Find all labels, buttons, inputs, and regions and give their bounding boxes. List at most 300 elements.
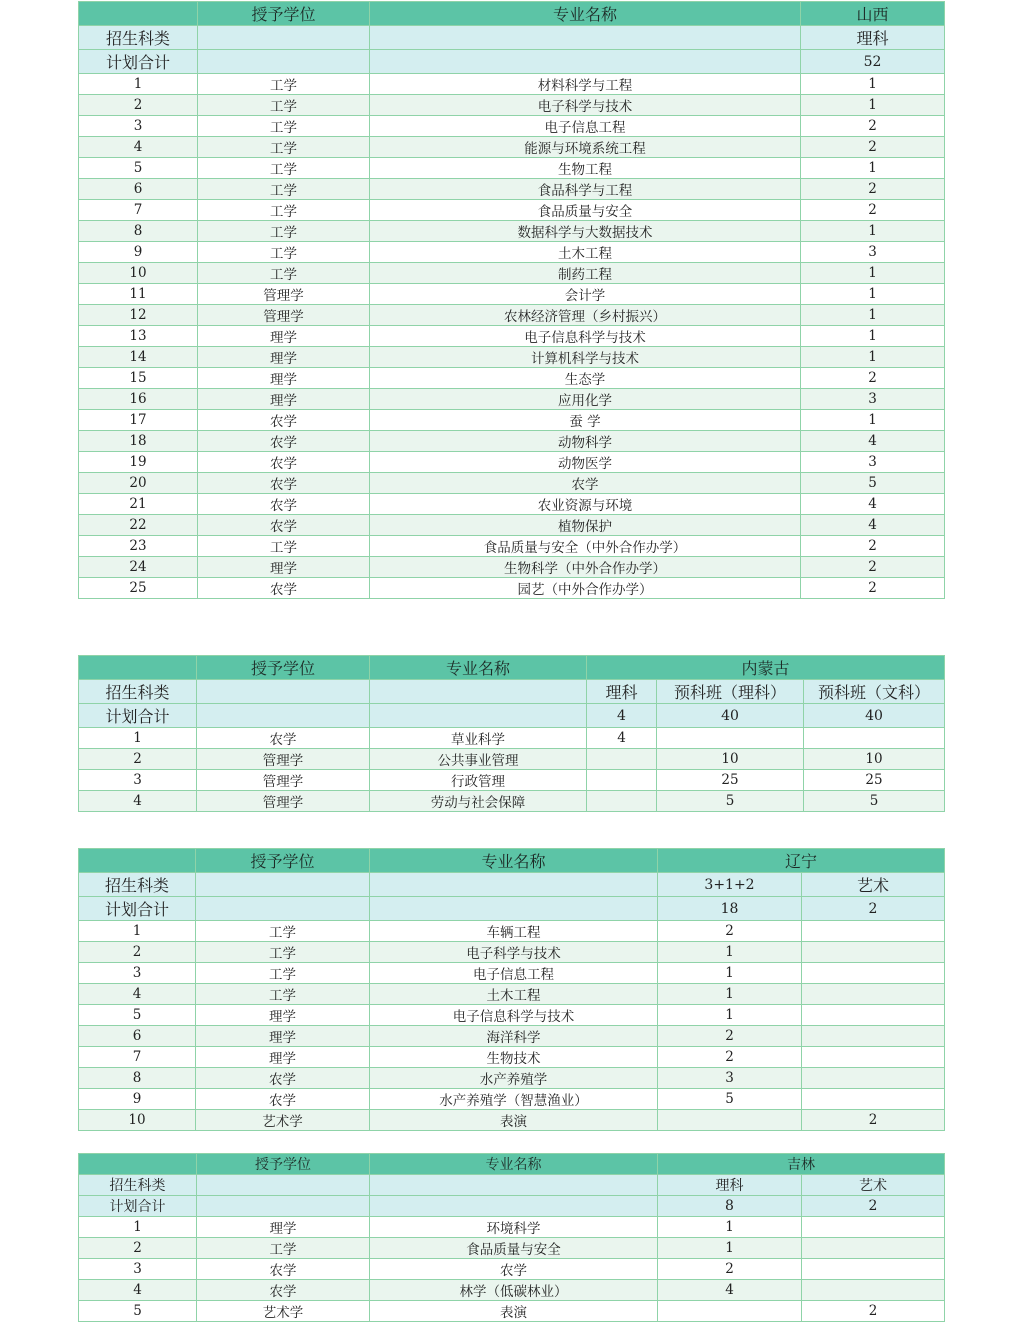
header-row bbox=[79, 849, 945, 873]
table-row bbox=[79, 770, 945, 791]
quota-cell: 1 bbox=[801, 74, 945, 95]
quota-cell bbox=[658, 1110, 802, 1131]
degree-cell: 工学 bbox=[196, 963, 370, 984]
row-number: 1 bbox=[79, 728, 197, 749]
table-row bbox=[79, 242, 945, 263]
table-row bbox=[79, 1068, 945, 1089]
quota-cell bbox=[802, 963, 945, 984]
row-number: 4 bbox=[79, 984, 196, 1005]
degree-cell: 农学 bbox=[198, 410, 370, 431]
row-number: 18 bbox=[79, 431, 198, 452]
major-cell: 会计学 bbox=[370, 284, 801, 305]
quota-cell: 1 bbox=[658, 984, 802, 1005]
degree-cell: 农学 bbox=[198, 515, 370, 536]
degree-cell: 工学 bbox=[198, 116, 370, 137]
quota-cell: 25 bbox=[804, 770, 945, 791]
row-number: 6 bbox=[79, 1026, 196, 1047]
table-row bbox=[79, 116, 945, 137]
row-number: 7 bbox=[79, 200, 198, 221]
total-row bbox=[79, 897, 945, 921]
category-cell: 理科 bbox=[658, 1175, 802, 1196]
row-number: 23 bbox=[79, 536, 198, 557]
quota-cell: 5 bbox=[657, 791, 804, 812]
quota-cell: 25 bbox=[657, 770, 804, 791]
row-number: 19 bbox=[79, 452, 198, 473]
category-row bbox=[79, 1175, 945, 1196]
quota-cell: 2 bbox=[801, 536, 945, 557]
row-number: 9 bbox=[79, 242, 198, 263]
major-cell: 农学 bbox=[370, 1259, 658, 1280]
degree-cell: 理学 bbox=[196, 1026, 370, 1047]
quota-cell: 3 bbox=[801, 452, 945, 473]
major-cell: 生物技术 bbox=[370, 1047, 658, 1068]
province-header: 内蒙古 bbox=[587, 656, 945, 680]
corner-cell bbox=[79, 849, 196, 873]
table-row bbox=[79, 74, 945, 95]
quota-cell: 5 bbox=[658, 1089, 802, 1110]
quota-cell: 2 bbox=[658, 921, 802, 942]
row-number: 10 bbox=[79, 1110, 196, 1131]
table-row bbox=[79, 791, 945, 812]
degree-cell: 理学 bbox=[198, 557, 370, 578]
table-row bbox=[79, 158, 945, 179]
table-row bbox=[79, 1005, 945, 1026]
row-number: 2 bbox=[79, 749, 197, 770]
quota-cell: 1 bbox=[801, 326, 945, 347]
table-row bbox=[79, 473, 945, 494]
table-row bbox=[79, 452, 945, 473]
degree-cell: 理学 bbox=[198, 389, 370, 410]
quota-cell bbox=[802, 1026, 945, 1047]
major-cell: 环境科学 bbox=[370, 1217, 658, 1238]
province-header: 山西 bbox=[801, 2, 945, 26]
total-cell: 4 bbox=[587, 704, 657, 728]
total-row bbox=[79, 1196, 945, 1217]
table-row bbox=[79, 921, 945, 942]
corner-cell bbox=[79, 2, 198, 26]
total-label: 计划合计 bbox=[79, 897, 196, 921]
category-cell: 理科 bbox=[587, 680, 657, 704]
row-number: 13 bbox=[79, 326, 198, 347]
degree-cell: 艺术学 bbox=[196, 1110, 370, 1131]
degree-cell: 农学 bbox=[198, 452, 370, 473]
table-row bbox=[79, 1280, 945, 1301]
major-cell: 动物科学 bbox=[370, 431, 801, 452]
quota-cell: 2 bbox=[801, 368, 945, 389]
row-number: 5 bbox=[79, 1005, 196, 1026]
table-row bbox=[79, 984, 945, 1005]
quota-cell bbox=[657, 728, 804, 749]
major-cell: 行政管理 bbox=[370, 770, 587, 791]
quota-cell: 2 bbox=[658, 1047, 802, 1068]
degree-cell: 工学 bbox=[198, 179, 370, 200]
category-cell: 艺术 bbox=[802, 1175, 945, 1196]
quota-cell bbox=[587, 749, 657, 770]
category-label: 招生科类 bbox=[79, 873, 196, 897]
quota-cell bbox=[802, 1280, 945, 1301]
degree-cell: 理学 bbox=[196, 1005, 370, 1026]
degree-cell: 工学 bbox=[196, 942, 370, 963]
table-row bbox=[79, 410, 945, 431]
degree-cell: 管理学 bbox=[198, 305, 370, 326]
degree-cell: 管理学 bbox=[198, 284, 370, 305]
table-row bbox=[79, 305, 945, 326]
major-cell: 表演 bbox=[370, 1110, 658, 1131]
quota-cell bbox=[802, 1005, 945, 1026]
province-header: 辽宁 bbox=[658, 849, 945, 873]
quota-cell: 4 bbox=[658, 1280, 802, 1301]
major-cell: 电子信息工程 bbox=[370, 116, 801, 137]
total-row bbox=[79, 50, 945, 74]
category-row bbox=[79, 873, 945, 897]
quota-cell: 1 bbox=[801, 284, 945, 305]
major-cell: 食品质量与安全 bbox=[370, 1238, 658, 1259]
table-body bbox=[79, 849, 945, 1131]
degree-cell: 理学 bbox=[196, 1047, 370, 1068]
degree-cell: 工学 bbox=[198, 158, 370, 179]
quota-cell: 1 bbox=[658, 963, 802, 984]
row-number: 8 bbox=[79, 1068, 196, 1089]
table-row bbox=[79, 137, 945, 158]
row-number: 17 bbox=[79, 410, 198, 431]
category-row bbox=[79, 680, 945, 704]
total-label: 计划合计 bbox=[79, 704, 197, 728]
quota-cell bbox=[658, 1301, 802, 1322]
table-row bbox=[79, 200, 945, 221]
total-cell: 18 bbox=[658, 897, 802, 921]
total-label: 计划合计 bbox=[79, 50, 198, 74]
row-number: 9 bbox=[79, 1089, 196, 1110]
enrollment-table-shanxi bbox=[78, 1, 945, 599]
row-number: 24 bbox=[79, 557, 198, 578]
row-number: 6 bbox=[79, 179, 198, 200]
row-number: 21 bbox=[79, 494, 198, 515]
major-header: 专业名称 bbox=[370, 1154, 658, 1175]
degree-cell: 工学 bbox=[198, 221, 370, 242]
degree-header: 授予学位 bbox=[196, 849, 370, 873]
quota-cell: 2 bbox=[802, 1301, 945, 1322]
quota-cell bbox=[587, 791, 657, 812]
row-number: 2 bbox=[79, 1238, 197, 1259]
enrollment-table-inner-mongolia bbox=[78, 655, 945, 812]
quota-cell: 2 bbox=[658, 1259, 802, 1280]
degree-cell: 农学 bbox=[196, 1089, 370, 1110]
degree-cell: 理学 bbox=[198, 368, 370, 389]
row-number: 12 bbox=[79, 305, 198, 326]
degree-cell: 工学 bbox=[198, 200, 370, 221]
row-number: 7 bbox=[79, 1047, 196, 1068]
total-row bbox=[79, 704, 945, 728]
major-cell: 电子信息科学与技术 bbox=[370, 1005, 658, 1026]
quota-cell: 1 bbox=[801, 410, 945, 431]
major-cell: 海洋科学 bbox=[370, 1026, 658, 1047]
total-cell: 52 bbox=[801, 50, 945, 74]
row-number: 4 bbox=[79, 791, 197, 812]
table-row bbox=[79, 221, 945, 242]
row-number: 2 bbox=[79, 942, 196, 963]
degree-cell: 农学 bbox=[198, 473, 370, 494]
quota-cell: 2 bbox=[658, 1026, 802, 1047]
major-cell: 能源与环境系统工程 bbox=[370, 137, 801, 158]
degree-cell: 管理学 bbox=[197, 791, 370, 812]
table-row bbox=[79, 1259, 945, 1280]
row-number: 3 bbox=[79, 963, 196, 984]
table-row bbox=[79, 578, 945, 599]
row-number: 16 bbox=[79, 389, 198, 410]
quota-cell: 3 bbox=[801, 389, 945, 410]
major-cell: 草业科学 bbox=[370, 728, 587, 749]
degree-cell: 农学 bbox=[197, 728, 370, 749]
major-cell: 农学 bbox=[370, 473, 801, 494]
quota-cell: 4 bbox=[801, 515, 945, 536]
row-number: 3 bbox=[79, 770, 197, 791]
major-cell: 表演 bbox=[370, 1301, 658, 1322]
quota-cell: 1 bbox=[658, 942, 802, 963]
quota-cell: 1 bbox=[801, 263, 945, 284]
row-number: 5 bbox=[79, 158, 198, 179]
degree-cell: 工学 bbox=[198, 95, 370, 116]
degree-cell: 农学 bbox=[198, 431, 370, 452]
table-row bbox=[79, 284, 945, 305]
major-header: 专业名称 bbox=[370, 656, 587, 680]
table-row bbox=[79, 749, 945, 770]
category-cell: 3+1+2 bbox=[658, 873, 802, 897]
enrollment-table-liaoning bbox=[78, 848, 945, 1131]
table-row bbox=[79, 942, 945, 963]
row-number: 20 bbox=[79, 473, 198, 494]
degree-cell: 理学 bbox=[197, 1217, 370, 1238]
table-row bbox=[79, 347, 945, 368]
degree-cell: 工学 bbox=[198, 242, 370, 263]
row-number: 22 bbox=[79, 515, 198, 536]
quota-cell: 1 bbox=[801, 305, 945, 326]
degree-cell: 工学 bbox=[198, 536, 370, 557]
quota-cell: 2 bbox=[802, 1110, 945, 1131]
degree-cell: 工学 bbox=[196, 984, 370, 1005]
major-cell: 生物工程 bbox=[370, 158, 801, 179]
quota-cell: 1 bbox=[658, 1217, 802, 1238]
enrollment-table-jilin bbox=[78, 1153, 945, 1322]
degree-cell: 艺术学 bbox=[197, 1301, 370, 1322]
quota-cell: 1 bbox=[658, 1005, 802, 1026]
major-cell: 劳动与社会保障 bbox=[370, 791, 587, 812]
header-row bbox=[79, 1154, 945, 1175]
major-cell: 水产养殖学（智慧渔业） bbox=[370, 1089, 658, 1110]
degree-header: 授予学位 bbox=[197, 656, 370, 680]
row-number: 3 bbox=[79, 116, 198, 137]
major-cell: 蚕 学 bbox=[370, 410, 801, 431]
row-number: 14 bbox=[79, 347, 198, 368]
row-number: 25 bbox=[79, 578, 198, 599]
corner-cell bbox=[79, 1154, 197, 1175]
major-cell: 公共事业管理 bbox=[370, 749, 587, 770]
quota-cell bbox=[802, 942, 945, 963]
row-number: 4 bbox=[79, 137, 198, 158]
major-cell: 农林经济管理（乡村振兴） bbox=[370, 305, 801, 326]
major-cell: 生态学 bbox=[370, 368, 801, 389]
table-row bbox=[79, 95, 945, 116]
table-row bbox=[79, 431, 945, 452]
quota-cell bbox=[802, 1047, 945, 1068]
major-cell: 电子信息科学与技术 bbox=[370, 326, 801, 347]
major-header: 专业名称 bbox=[370, 2, 801, 26]
degree-cell: 农学 bbox=[198, 494, 370, 515]
major-cell: 食品质量与安全（中外合作办学） bbox=[370, 536, 801, 557]
major-cell: 动物医学 bbox=[370, 452, 801, 473]
table-row bbox=[79, 263, 945, 284]
quota-cell: 4 bbox=[801, 494, 945, 515]
quota-cell: 1 bbox=[801, 347, 945, 368]
quota-cell: 10 bbox=[657, 749, 804, 770]
quota-cell bbox=[802, 1068, 945, 1089]
row-number: 1 bbox=[79, 1217, 197, 1238]
table-row bbox=[79, 1047, 945, 1068]
category-cell: 预科班（理科） bbox=[657, 680, 804, 704]
row-number: 15 bbox=[79, 368, 198, 389]
major-cell: 食品科学与工程 bbox=[370, 179, 801, 200]
quota-cell: 2 bbox=[801, 200, 945, 221]
major-cell: 水产养殖学 bbox=[370, 1068, 658, 1089]
row-number: 1 bbox=[79, 921, 196, 942]
table-body bbox=[79, 1154, 945, 1322]
table-body bbox=[79, 656, 945, 812]
row-number: 8 bbox=[79, 221, 198, 242]
province-header: 吉林 bbox=[658, 1154, 945, 1175]
major-cell: 计算机科学与技术 bbox=[370, 347, 801, 368]
quota-cell: 2 bbox=[801, 557, 945, 578]
table-row bbox=[79, 1301, 945, 1322]
degree-cell: 工学 bbox=[198, 263, 370, 284]
quota-cell bbox=[802, 1238, 945, 1259]
major-cell: 应用化学 bbox=[370, 389, 801, 410]
row-number: 10 bbox=[79, 263, 198, 284]
category-label: 招生科类 bbox=[79, 680, 197, 704]
quota-cell: 2 bbox=[801, 116, 945, 137]
degree-header: 授予学位 bbox=[198, 2, 370, 26]
table-row bbox=[79, 326, 945, 347]
total-cell: 40 bbox=[804, 704, 945, 728]
header-row bbox=[79, 2, 945, 26]
table-row bbox=[79, 536, 945, 557]
major-cell: 电子科学与技术 bbox=[370, 942, 658, 963]
table-row bbox=[79, 557, 945, 578]
row-number: 5 bbox=[79, 1301, 197, 1322]
degree-cell: 工学 bbox=[197, 1238, 370, 1259]
quota-cell bbox=[802, 921, 945, 942]
quota-cell: 3 bbox=[801, 242, 945, 263]
degree-cell: 工学 bbox=[198, 137, 370, 158]
quota-cell: 1 bbox=[801, 95, 945, 116]
degree-cell: 理学 bbox=[198, 326, 370, 347]
quota-cell bbox=[802, 1089, 945, 1110]
row-number: 2 bbox=[79, 95, 198, 116]
degree-header: 授予学位 bbox=[197, 1154, 370, 1175]
table-row bbox=[79, 1217, 945, 1238]
major-cell: 农业资源与环境 bbox=[370, 494, 801, 515]
total-cell: 8 bbox=[658, 1196, 802, 1217]
quota-cell bbox=[802, 1217, 945, 1238]
quota-cell bbox=[587, 770, 657, 791]
degree-cell: 农学 bbox=[197, 1259, 370, 1280]
total-cell: 2 bbox=[802, 897, 945, 921]
quota-cell: 2 bbox=[801, 137, 945, 158]
total-cell: 40 bbox=[657, 704, 804, 728]
table-row bbox=[79, 1026, 945, 1047]
quota-cell: 5 bbox=[801, 473, 945, 494]
total-label: 计划合计 bbox=[79, 1196, 197, 1217]
row-number: 11 bbox=[79, 284, 198, 305]
major-cell: 食品质量与安全 bbox=[370, 200, 801, 221]
quota-cell: 2 bbox=[801, 578, 945, 599]
major-cell: 土木工程 bbox=[370, 242, 801, 263]
category-row bbox=[79, 26, 945, 50]
degree-cell: 理学 bbox=[198, 347, 370, 368]
table-row bbox=[79, 963, 945, 984]
major-cell: 生物科学（中外合作办学） bbox=[370, 557, 801, 578]
corner-cell bbox=[79, 656, 197, 680]
major-cell: 车辆工程 bbox=[370, 921, 658, 942]
quota-cell: 2 bbox=[801, 179, 945, 200]
table-row bbox=[79, 1238, 945, 1259]
quota-cell: 1 bbox=[658, 1238, 802, 1259]
quota-cell: 10 bbox=[804, 749, 945, 770]
total-cell: 2 bbox=[802, 1196, 945, 1217]
major-cell: 土木工程 bbox=[370, 984, 658, 1005]
major-cell: 电子科学与技术 bbox=[370, 95, 801, 116]
table-row bbox=[79, 179, 945, 200]
row-number: 4 bbox=[79, 1280, 197, 1301]
major-cell: 制药工程 bbox=[370, 263, 801, 284]
quota-cell: 4 bbox=[587, 728, 657, 749]
major-cell: 材料科学与工程 bbox=[370, 74, 801, 95]
table-row bbox=[79, 389, 945, 410]
quota-cell: 4 bbox=[801, 431, 945, 452]
quota-cell: 1 bbox=[801, 158, 945, 179]
degree-cell: 农学 bbox=[196, 1068, 370, 1089]
row-number: 3 bbox=[79, 1259, 197, 1280]
category-cell: 艺术 bbox=[802, 873, 945, 897]
major-cell: 园艺（中外合作办学） bbox=[370, 578, 801, 599]
quota-cell: 3 bbox=[658, 1068, 802, 1089]
category-label: 招生科类 bbox=[79, 26, 198, 50]
major-cell: 电子信息工程 bbox=[370, 963, 658, 984]
quota-cell bbox=[802, 984, 945, 1005]
major-header: 专业名称 bbox=[370, 849, 658, 873]
table-row bbox=[79, 728, 945, 749]
degree-cell: 管理学 bbox=[197, 749, 370, 770]
quota-cell: 5 bbox=[804, 791, 945, 812]
row-number: 1 bbox=[79, 74, 198, 95]
major-cell: 植物保护 bbox=[370, 515, 801, 536]
quota-cell bbox=[804, 728, 945, 749]
category-cell: 理科 bbox=[801, 26, 945, 50]
category-cell: 预科班（文科） bbox=[804, 680, 945, 704]
degree-cell: 工学 bbox=[196, 921, 370, 942]
header-row bbox=[79, 656, 945, 680]
degree-cell: 农学 bbox=[198, 578, 370, 599]
degree-cell: 管理学 bbox=[197, 770, 370, 791]
degree-cell: 农学 bbox=[197, 1280, 370, 1301]
table-row bbox=[79, 1110, 945, 1131]
major-cell: 林学（低碳林业） bbox=[370, 1280, 658, 1301]
table-row bbox=[79, 515, 945, 536]
table-body bbox=[79, 2, 945, 599]
quota-cell bbox=[802, 1259, 945, 1280]
table-row bbox=[79, 494, 945, 515]
major-cell: 数据科学与大数据技术 bbox=[370, 221, 801, 242]
table-row bbox=[79, 1089, 945, 1110]
category-label: 招生科类 bbox=[79, 1175, 197, 1196]
